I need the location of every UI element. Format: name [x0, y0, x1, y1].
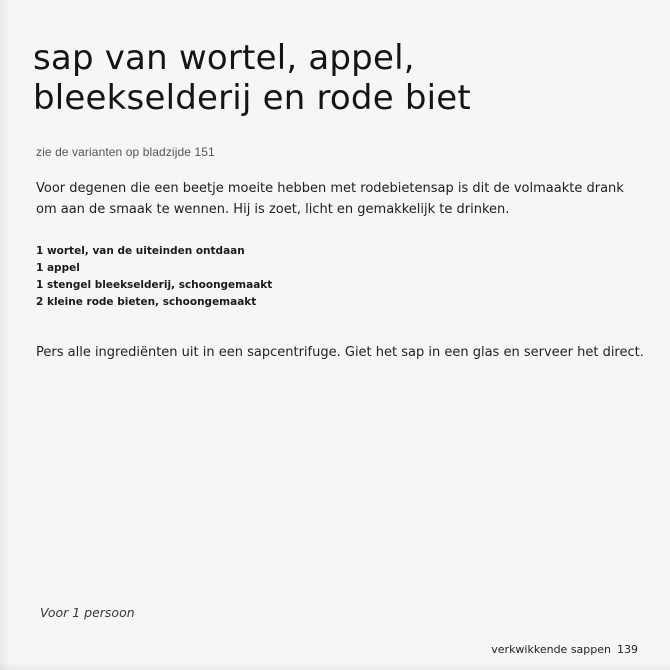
page-footer — [491, 643, 638, 656]
method-text: Pers alle ingrediënten uit in een sapcentrifuge. Giet het sap in een glas en serveer het direct. — [36, 345, 644, 360]
ingredient-item: 1 wortel, van de uiteinden ontdaan — [36, 245, 245, 257]
footer-section-name: verkwikkende sappen — [491, 643, 611, 656]
variants-note: zie de varianten op bladzijde 151 — [36, 145, 215, 159]
recipe-intro-line: Voor degenen die een beetje moeite hebben met rodebietensap is dit de volmaakte drank — [36, 181, 624, 196]
ingredient-item: 1 stengel bleekselderij, schoongemaakt — [36, 279, 273, 291]
recipe-intro — [36, 178, 636, 220]
ingredient-item: 1 appel — [36, 262, 80, 274]
recipe-title-line: sap van wortel, appel, — [33, 38, 415, 78]
recipe-intro-line: om aan de smaak te wennen. Hij is zoet, licht en gemakkelijk te drinken. — [36, 202, 510, 217]
ingredient-item: 2 kleine rode bieten, schoongemaakt — [36, 296, 257, 308]
recipe-title — [33, 38, 653, 118]
servings-note: Voor 1 persoon — [40, 605, 135, 620]
page-bottom-shadow — [0, 662, 670, 670]
page-gutter-shadow — [0, 0, 10, 670]
recipe-title-line: bleekselderij en rode biet — [33, 78, 471, 118]
page-number: 139 — [617, 643, 638, 656]
ingredient-list — [36, 243, 272, 311]
